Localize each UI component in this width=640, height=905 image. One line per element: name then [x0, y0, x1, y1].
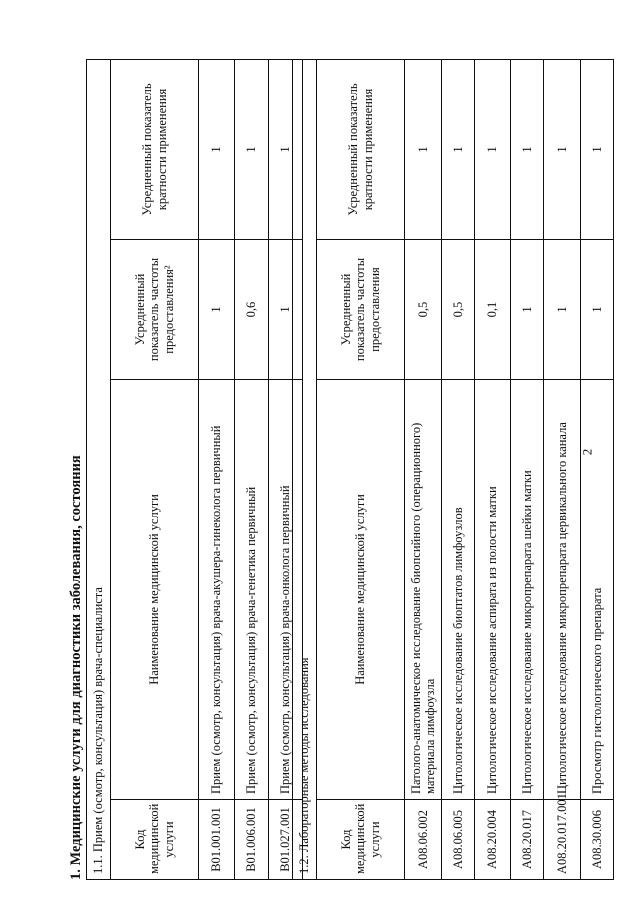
header-multiplicity: Усредненный показатель кратности применения: [317, 59, 405, 239]
service-name: Цитологическое исследование биоптатов лимфоузлов: [442, 380, 475, 800]
frequency-value: 1: [269, 240, 303, 380]
service-name: Патолого-анатомическое исследование биопсийного (операционного) материала лимфоузла: [405, 380, 442, 800]
frequency-value: 0,6: [235, 240, 269, 380]
header-multiplicity: Усредненный показатель кратности применения: [111, 59, 199, 239]
service-code: A08.06.002: [405, 800, 442, 880]
table-row: [235, 59, 269, 879]
frequency-value: 1: [544, 240, 581, 380]
service-code: A08.20.017: [511, 800, 544, 880]
table-row: [405, 59, 442, 879]
multiplicity-value: 1: [581, 59, 614, 239]
service-code: A08.20.004: [475, 800, 511, 880]
multiplicity-value: 1: [235, 59, 269, 239]
service-code: B01.001.001: [199, 800, 235, 880]
frequency-value: 1: [581, 240, 614, 380]
table-row: [199, 59, 235, 879]
multiplicity-value: 1: [511, 59, 544, 239]
table-consultations: [86, 59, 303, 880]
multiplicity-value: 1: [405, 59, 442, 239]
table-laboratory: [292, 59, 614, 880]
table-caption: 1.1. Прием (осмотр, консультация) врача-специалиста: [87, 59, 111, 879]
section-title: 1. Медицинские услуги для диагностики заболевания, состояния: [68, 455, 84, 880]
service-name: Прием (осмотр, консультация) врача-акушера-гинеколога первичный: [199, 380, 235, 800]
header-name: Наименование медицинской услуги: [111, 380, 199, 800]
service-code: B01.027.001: [269, 800, 303, 880]
frequency-value: 1: [199, 240, 235, 380]
multiplicity-value: 1: [442, 59, 475, 239]
header-frequency: Усредненный показатель частоты предоставления: [317, 240, 405, 380]
header-code: Код медицинской услуги: [317, 800, 405, 880]
table-row: [544, 59, 581, 879]
page-number: 2: [579, 448, 595, 456]
frequency-value: 1: [511, 240, 544, 380]
service-code: A08.30.006: [581, 800, 614, 880]
table-row: [511, 59, 544, 879]
rotated-content: [66, 60, 604, 880]
service-name: Цитологическое исследование микропрепарата шейки матки: [511, 380, 544, 800]
service-name: Цитологическое исследование аспирата из полости матки: [475, 380, 511, 800]
multiplicity-value: 1: [544, 59, 581, 239]
service-code: B01.006.001: [235, 800, 269, 880]
table-row: [442, 59, 475, 879]
frequency-value: 0,5: [405, 240, 442, 380]
service-name: Цитологическое исследование микропрепарата цервикального канала: [544, 380, 581, 800]
frequency-value: 0,5: [442, 240, 475, 380]
header-name: Наименование медицинской услуги: [317, 380, 405, 800]
header-frequency: Усредненный показатель частоты предоставления²: [111, 240, 199, 380]
header-code: Код медицинской услуги: [111, 800, 199, 880]
service-code: A08.06.005: [442, 800, 475, 880]
service-name: Прием (осмотр, консультация) врача-онколога первичный: [269, 380, 303, 800]
table-row: [475, 59, 511, 879]
service-name: Прием (осмотр, консультация) врача-генетика первичный: [235, 380, 269, 800]
multiplicity-value: 1: [475, 59, 511, 239]
service-code: A08.20.017.001: [544, 800, 581, 880]
multiplicity-value: 1: [269, 59, 303, 239]
service-name: Просмотр гистологического препарата: [581, 380, 614, 800]
multiplicity-value: 1: [199, 59, 235, 239]
table-row: [581, 59, 614, 879]
table-caption: 1.2. Лабораторные методы исследования: [293, 59, 317, 879]
frequency-value: 0,1: [475, 240, 511, 380]
